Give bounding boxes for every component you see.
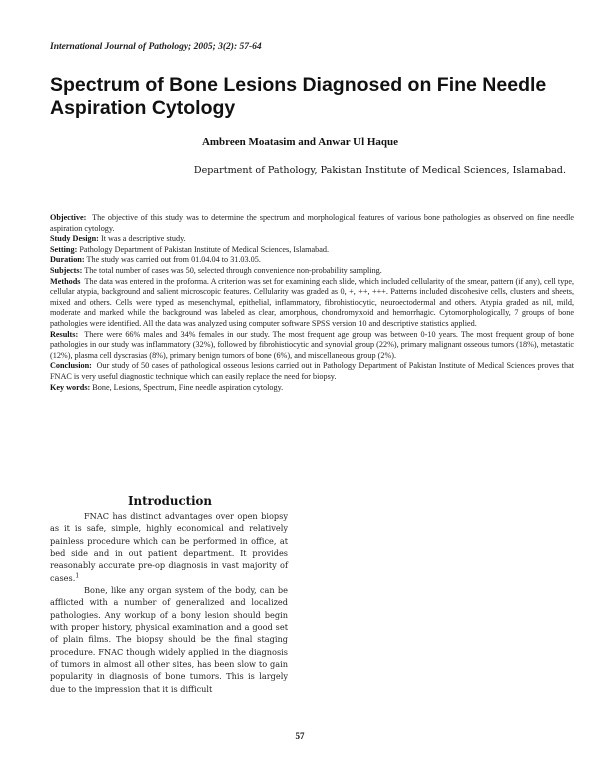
abstract-text: Bone, Lesions, Spectrum, Fine needle aspiration cytology. bbox=[92, 382, 284, 392]
abstract-label: Methods bbox=[50, 276, 81, 286]
abstract-text: The total number of cases was 50, selected through convenience non-probability sampling. bbox=[84, 265, 382, 275]
paragraph-text: Bone, like any organ system of the body, can be afflicted with a number of generalized and localized pathologies. Any workup of a bony lesion should begin with proper history, physical examination and a good set of plain films. The biopsy should be the final staging procedure. FNAC though widely applied in the diagnosis of tumors in almost all other sites, has been slow to gain popularity in diagnosis of bone tumors. This is largely due to the impression that it is difficult bbox=[50, 585, 288, 694]
abstract-design bbox=[50, 234, 574, 245]
author-name: Ambreen Moatasim bbox=[201, 136, 296, 148]
abstract-text: Pathology Department of Pakistan Institute of Medical Sciences, Islamabad. bbox=[79, 244, 329, 254]
abstract-label: Duration: bbox=[50, 255, 85, 265]
author-name: Anwar Ul Haque bbox=[318, 136, 399, 148]
abstract-text: The study was carried out from 01.04.04 to 31.03.05. bbox=[86, 255, 261, 265]
abstract-text: There were 66% males and 34% females in our study. The most frequent age group was between 0-10 years. The most frequent group of bone pathologies in our study was inflammatory (32%), followed by fibrohistiocytic and synovial group (22%), primary malignant osseous tumors (18%), metastatic (12%), plasma cell dyscrasias (8%), primary benign tumors of bone (6%), and miscellaneous group (2%). bbox=[50, 329, 574, 360]
abstract-text: It was a descriptive study. bbox=[100, 234, 186, 244]
abstract-keywords bbox=[50, 383, 574, 394]
article-title: Spectrum of Bone Lesions Diagnosed on Fine Needle Aspiration Cytology bbox=[50, 74, 547, 119]
abstract-results bbox=[50, 330, 574, 362]
abstract-objective bbox=[50, 213, 574, 234]
author-conjunction: and bbox=[298, 136, 317, 148]
abstract-label: Subjects: bbox=[50, 265, 83, 275]
introduction-body bbox=[50, 510, 288, 695]
abstract-label: Results: bbox=[50, 329, 79, 339]
affiliation: Department of Pathology, Pakistan Institute of Medical Sciences, Islamabad. bbox=[193, 165, 566, 176]
abstract-label: Study Design: bbox=[50, 234, 99, 244]
section-heading-introduction: Introduction bbox=[127, 494, 212, 508]
abstract-text: Our study of 50 cases of pathological osseous lesions carried out in Pathology Department of Pakistan Institute of Medical Sciences proves that FNAC is very useful diagnostic technique which can easily replace the need for biopsy. bbox=[50, 361, 575, 381]
abstract-conclusion bbox=[50, 361, 574, 382]
abstract-label: Setting: bbox=[50, 244, 78, 254]
abstract bbox=[50, 213, 574, 393]
paragraph bbox=[50, 584, 288, 695]
page-number: 57 bbox=[295, 731, 305, 741]
abstract-label: Objective: bbox=[50, 213, 87, 222]
abstract-text: The data was entered in the proforma. A criterion was set for examining each slide, which included cellularity of the smear, pattern (if any), cell type, cellular atypia, background and salient microscopic features. Cellularity was graded as 0, +, ++, +++. Patterns included discohesive cells, clusters and sheets, mixed and others. Cells were typed as mesenchymal, epithelial, inflammatory, fibrohistiocytic, neuroectodermal and others. Atypia graded as nil, mild, moderate and marked while the background was labeled as clear, amorphous, chondromyxoid and hemorrhagic. Cytomorphologically, 7 groups of bone pathologies were identified. All the data was analyzed using computer software SPSS version 10 and descriptive statistics applied. bbox=[50, 276, 574, 328]
citation-ref[interactable]: 1 bbox=[75, 571, 80, 579]
abstract-text: The objective of this study was to determine the spectrum and morphological features of various bone pathologies as observed on fine needle aspiration cytology. bbox=[50, 213, 575, 233]
journal-citation: International Journal of Pathology; 2005; 3(2): 57-64 bbox=[50, 42, 262, 52]
paragraph bbox=[50, 510, 288, 584]
abstract-label: Key words: bbox=[50, 382, 91, 392]
abstract-methods bbox=[50, 277, 574, 330]
abstract-subjects bbox=[50, 266, 574, 277]
abstract-duration bbox=[50, 255, 574, 266]
abstract-label: Conclusion: bbox=[50, 361, 92, 371]
abstract-setting bbox=[50, 245, 574, 256]
paragraph-text: FNAC has distinct advantages over open biopsy as it is safe, simple, highly economical and relatively painless procedure which can be performed in office, at bed side and in out patient department. It provides reasonably accurate pre-op diagnosis in vast majority of cases. bbox=[50, 511, 288, 583]
author-list bbox=[0, 136, 600, 148]
